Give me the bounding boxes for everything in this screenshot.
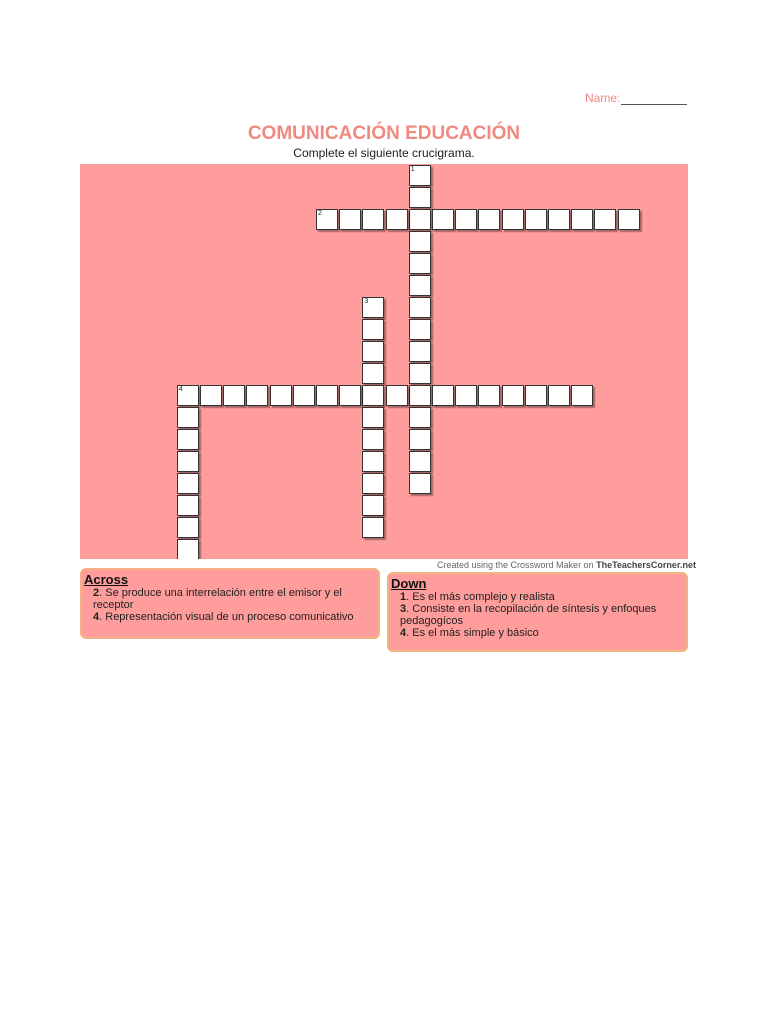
crossword-cell[interactable]	[502, 209, 524, 230]
clue-text: Es el más complejo y realista	[412, 591, 555, 603]
crossword-cell[interactable]	[571, 385, 593, 406]
clue-number: 4	[93, 611, 100, 623]
crossword-cell[interactable]	[177, 429, 199, 450]
crossword-cell[interactable]	[223, 385, 245, 406]
crossword-cell[interactable]	[362, 341, 384, 362]
credit-prefix: Created using the Crossword Maker on	[437, 560, 597, 570]
crossword-cell[interactable]	[409, 319, 431, 340]
crossword-cell[interactable]	[409, 209, 431, 230]
crossword-cell[interactable]	[409, 253, 431, 274]
crossword-cell[interactable]	[362, 297, 384, 318]
crossword-cell[interactable]	[548, 385, 570, 406]
down-clue: 4. Es el más simple y básico	[400, 627, 539, 639]
crossword-cell[interactable]	[362, 407, 384, 428]
name-label: Name:	[585, 91, 621, 105]
crossword-cell[interactable]	[200, 385, 222, 406]
cell-number: 2	[318, 210, 322, 217]
down-clues-box	[387, 572, 688, 652]
crossword-cell[interactable]	[362, 517, 384, 538]
crossword-cell[interactable]	[409, 165, 431, 186]
crossword-cell[interactable]	[618, 209, 640, 230]
crossword-cell[interactable]	[409, 473, 431, 494]
crossword-cell[interactable]	[339, 385, 361, 406]
crossword-cell[interactable]	[316, 385, 338, 406]
across-heading: Across	[84, 572, 129, 587]
crossword-cell[interactable]	[594, 209, 616, 230]
crossword-cell[interactable]	[362, 429, 384, 450]
name-blank[interactable]	[621, 92, 687, 105]
crossword-cell[interactable]	[478, 209, 500, 230]
down-clue: 1. Es el más complejo y realista	[400, 591, 555, 603]
crossword-cell[interactable]	[455, 209, 477, 230]
page-title: COMUNICACIÓN EDUCACIÓN	[247, 123, 521, 144]
crossword-cell[interactable]	[432, 385, 454, 406]
crossword-cell[interactable]	[548, 209, 570, 230]
crossword-cell[interactable]	[409, 385, 431, 406]
crossword-cell[interactable]	[409, 341, 431, 362]
credit-line	[437, 560, 696, 570]
crossword-cell[interactable]	[409, 451, 431, 472]
crossword-cell[interactable]	[177, 407, 199, 428]
across-clue: 4. Representación visual de un proceso comunicativo	[93, 611, 354, 623]
crossword-cell[interactable]	[525, 209, 547, 230]
cell-number: 1	[410, 166, 415, 173]
crossword-cell[interactable]	[502, 385, 524, 406]
crossword-cell[interactable]	[339, 209, 361, 230]
crossword-cell[interactable]	[409, 363, 431, 384]
crossword-cell[interactable]	[177, 451, 199, 472]
crossword-cell[interactable]	[246, 385, 268, 406]
crossword-cell[interactable]	[177, 539, 199, 559]
clue-number: 2	[93, 587, 100, 599]
crossword-cell[interactable]	[409, 231, 431, 252]
clue-number: 4	[400, 627, 407, 639]
crossword-cell[interactable]	[362, 363, 384, 384]
crossword-cell[interactable]	[362, 319, 384, 340]
crossword-cell[interactable]	[316, 209, 338, 230]
crossword-cell[interactable]	[432, 209, 454, 230]
crossword-cell[interactable]	[409, 187, 431, 208]
crossword-cell[interactable]	[177, 495, 199, 516]
clue-number: 3	[400, 603, 407, 615]
crossword-cell[interactable]	[409, 429, 431, 450]
crossword-cell[interactable]	[362, 473, 384, 494]
crossword-cell[interactable]	[478, 385, 500, 406]
crossword-cell[interactable]	[362, 209, 384, 230]
clue-text: Consiste en la recopilación de síntesis y enfoques pedagogícos	[400, 603, 657, 627]
clue-number: 1	[400, 591, 407, 603]
crossword-cell[interactable]	[270, 385, 292, 406]
crossword-cell[interactable]	[177, 385, 199, 406]
across-clues-box	[80, 568, 380, 639]
crossword-cell[interactable]	[362, 495, 384, 516]
crossword-cell[interactable]	[177, 517, 199, 538]
crossword-cell[interactable]	[386, 385, 408, 406]
page-subtitle: Complete el siguiente crucigrama.	[293, 146, 475, 160]
crossword-cell[interactable]	[571, 209, 593, 230]
crossword-cell[interactable]	[525, 385, 547, 406]
crossword-cell[interactable]	[409, 275, 431, 296]
crossword-cell[interactable]	[455, 385, 477, 406]
crossword-cell[interactable]	[386, 209, 408, 230]
clue-text: Es el más simple y básico	[412, 627, 539, 639]
down-heading: Down	[391, 576, 427, 591]
crossword-cell[interactable]	[409, 297, 431, 318]
credit-site: TheTeachersCorner.net	[596, 560, 696, 570]
crossword-cell[interactable]	[362, 451, 384, 472]
down-clue: 3. Consiste en la recopilación de síntesis y enfoques pedagogícos	[400, 603, 657, 627]
cell-number: 3	[364, 298, 369, 305]
crossword-cell[interactable]	[293, 385, 315, 406]
crossword-cell[interactable]	[177, 473, 199, 494]
crossword-grid	[80, 164, 688, 559]
clue-text: Se produce una interrelación entre el emisor y el receptor	[93, 587, 342, 611]
clue-text: Representación visual de un proceso comunicativo	[105, 611, 354, 623]
name-field	[585, 91, 687, 105]
crossword-cell[interactable]	[362, 385, 384, 406]
crossword-cell[interactable]	[409, 407, 431, 428]
across-clue: 2. Se produce una interrelación entre el emisor y el receptor	[93, 587, 342, 611]
cell-number: 4	[178, 386, 183, 393]
